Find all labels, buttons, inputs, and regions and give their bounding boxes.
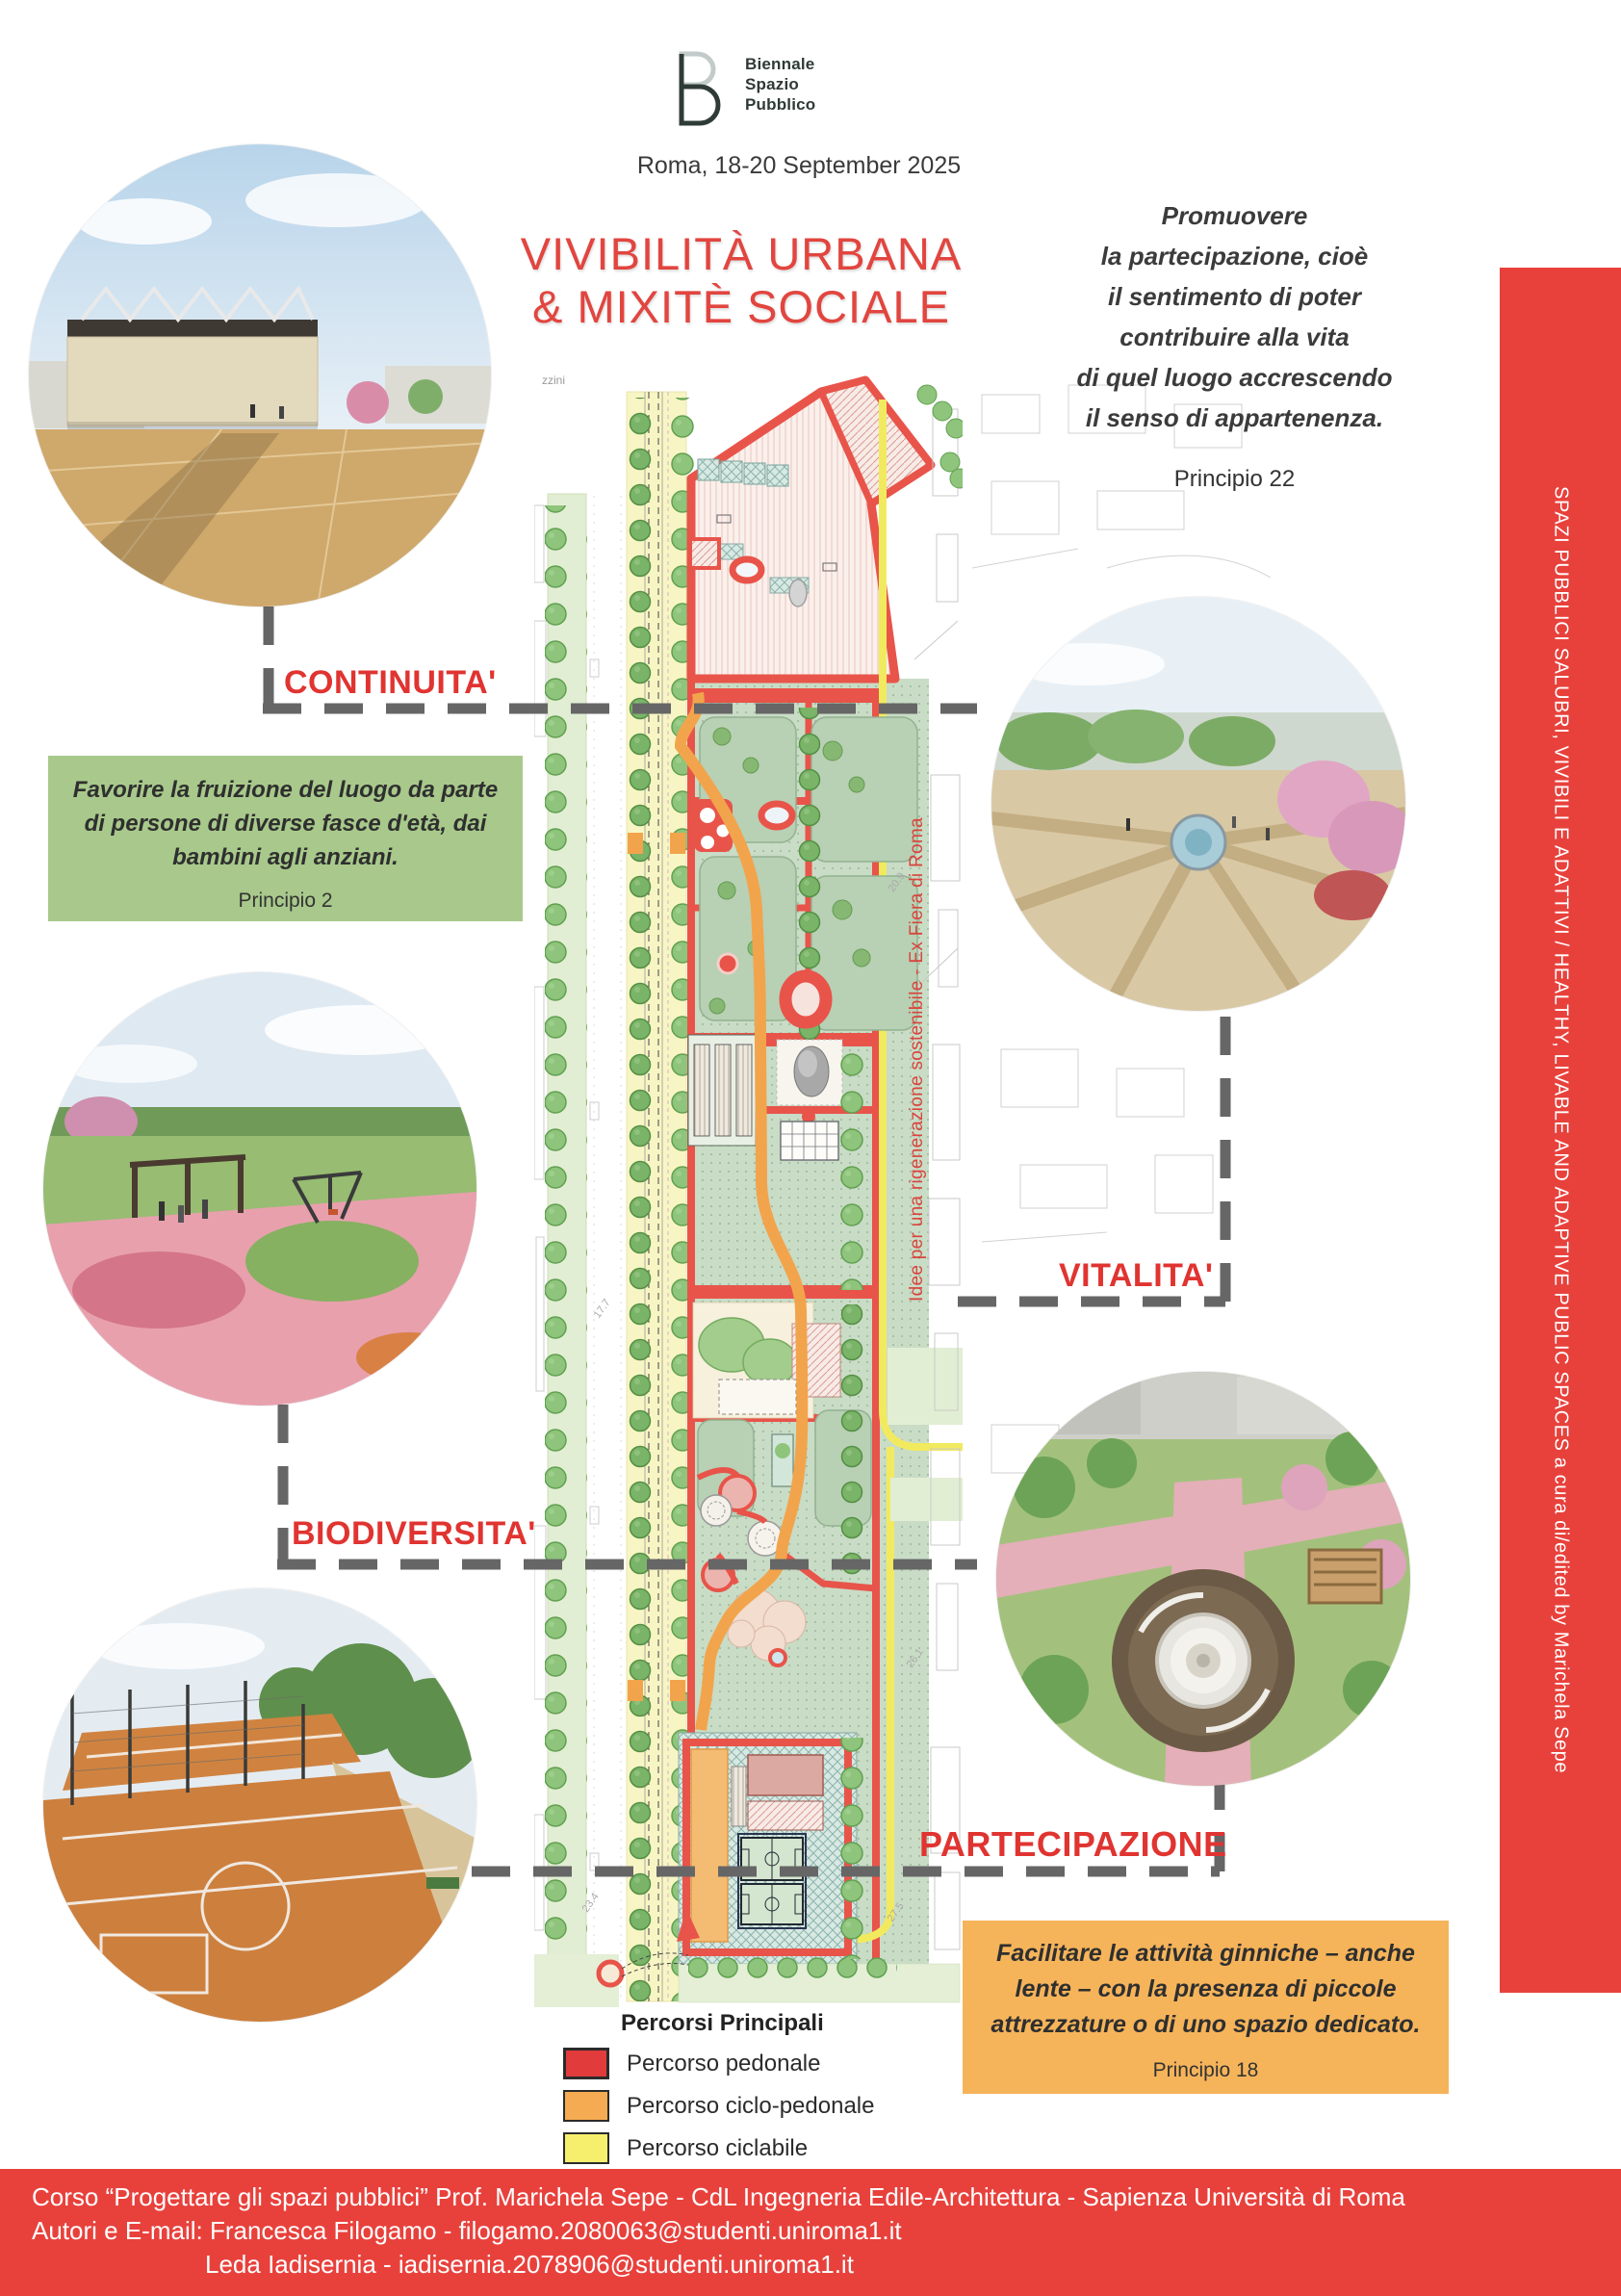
logo-wordmark xyxy=(745,54,815,115)
legend-title: Percorsi Principali xyxy=(621,2010,824,2036)
principle-18-text: Facilitare le attività ginniche – anche lente – con la presenza di piccole attrezzature o di uno spazio dedicato. xyxy=(991,1940,1421,2038)
principle-18-box xyxy=(963,1921,1449,2094)
svg-text:20.9: 20.9 xyxy=(886,870,908,894)
svg-text:26.1: 26.1 xyxy=(904,1646,926,1670)
legend-item-ciclo-pedonale: Percorso ciclo-pedonale xyxy=(563,2090,967,2122)
keyword-vitalita: VITALITA' xyxy=(1059,1257,1214,1294)
render-photo-sports-courts xyxy=(43,1588,476,2022)
footer-author-line: Autori e E-mail: Francesca Filogamo - filogamo.2080063@studenti.uniroma1.it xyxy=(32,2216,902,2245)
page-title: VIVIBILITÀ URBANA & MIXITÈ SOCIALE xyxy=(520,228,963,332)
keyword-biodiversita: BIODIVERSITA' xyxy=(292,1515,536,1552)
credits-footer xyxy=(0,2169,1621,2296)
render-photo-park-fountain xyxy=(996,1372,1410,1786)
render-photo-building xyxy=(29,144,491,606)
logo-line: Biennale xyxy=(745,55,815,73)
keyword-partecipazione: PARTECIPAZIONE xyxy=(919,1824,1227,1864)
legend-item-pedonale: Percorso pedonale xyxy=(563,2048,967,2079)
series-title-sidebar xyxy=(1500,268,1621,1993)
legend-item-ciclabile: Percorso ciclabile xyxy=(563,2132,967,2164)
render-photo-plaza-fountain xyxy=(991,597,1405,1011)
soccer-fields xyxy=(741,1838,803,1924)
principle-2-text: Favorire la fruizione del luogo da parte di persone di diverse fasce d'età, dai bambini agli anziani. xyxy=(72,777,499,870)
render-photo-playground xyxy=(43,972,476,1406)
site-plan-drawing xyxy=(534,371,963,2007)
svg-text:27.5: 27.5 xyxy=(885,1900,907,1924)
event-date: Roma, 18-20 September 2025 xyxy=(636,152,962,179)
tree-lined-strip-left xyxy=(545,494,587,1996)
site-plan xyxy=(534,371,963,2007)
biennale-logo-icon xyxy=(672,48,730,129)
svg-text:17.7: 17.7 xyxy=(591,1297,613,1321)
legend-swatch-yellow xyxy=(563,2132,609,2164)
logo-line: Pubblico xyxy=(745,95,816,114)
principle-18-ref: Principio 18 xyxy=(1152,2059,1259,2081)
park-strip xyxy=(534,380,963,2007)
footer-course-line: Corso “Progettare gli spazi pubblici” Prof. Marichela Sepe - CdL Ingegneria Edile-Architettura - Sapienza Università di Roma xyxy=(32,2182,1405,2211)
principle-22-quote: Promuovere la partecipazione, cioè il sentimento di poter contribuire alla vita di quel luogo accrescendo il senso di appartenenza. Principio 22 xyxy=(1016,195,1454,500)
series-title-text: SPAZI PUBBLICI SALUBRI, VIVIBILI E ADATTIVI / HEALTHY, LIVABLE AND ADAPTIVE PUBLIC SPACES a cura di/edited by Marichela Sepe xyxy=(1550,486,1572,1774)
svg-text:23.4: 23.4 xyxy=(579,1891,602,1915)
principle-22-ref: Principio 22 xyxy=(1173,466,1296,492)
keyword-continuita: CONTINUITA' xyxy=(284,664,497,701)
logo-line: Spazio xyxy=(745,75,799,93)
legend-swatch-red xyxy=(563,2048,609,2079)
legend xyxy=(563,2010,967,2164)
legend-swatch-orange xyxy=(563,2090,609,2122)
principle-2-box xyxy=(48,756,523,921)
plan-caption-vertical: Idee per una rigenerazione sostenibile - Ex Fiera di Roma xyxy=(907,817,927,1302)
street-label: zzini xyxy=(542,374,566,387)
footer-author-line: Leda Iadisernia - iadisernia.2078906@studenti.uniroma1.it xyxy=(205,2250,854,2279)
principle-2-ref: Principio 2 xyxy=(238,890,333,912)
